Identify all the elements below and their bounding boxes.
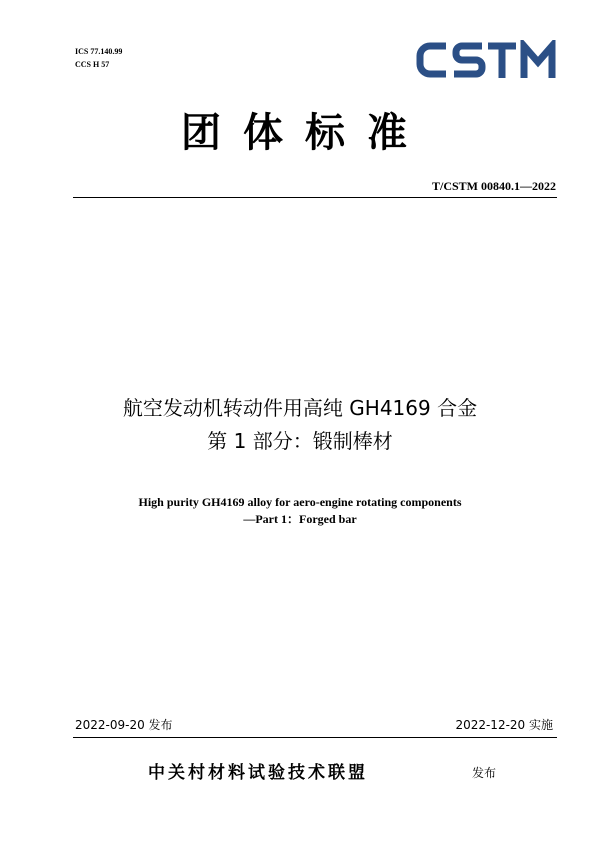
header-rule: [73, 197, 557, 198]
title-english-line-2: —Part 1：Forged bar: [243, 512, 357, 526]
title-english-line-1: High purity GH4169 alloy for aero-engine rotating components: [138, 495, 462, 509]
title-chinese-line-2: 第 1 部分：锻制棒材: [207, 429, 393, 453]
implementation-date: 2022-12-20 实施: [455, 718, 553, 732]
issuer-name: 中关村材料试验技术联盟: [148, 763, 368, 783]
standard-number: T/CSTM 00840.1—2022: [431, 179, 556, 193]
ics-code: ICS 77.140.99: [75, 47, 123, 56]
cstm-logo: [416, 40, 556, 80]
title-chinese-line-1: 航空发动机转动件用高纯 GH4169 合金: [122, 396, 478, 420]
issue-date: 2022-09-20 发布: [75, 718, 173, 732]
standard-type: 团体标准: [181, 109, 429, 156]
footer-rule: [73, 737, 557, 738]
ccs-code: CCS H 57: [75, 60, 110, 69]
issuer-suffix: 发布: [472, 766, 497, 780]
